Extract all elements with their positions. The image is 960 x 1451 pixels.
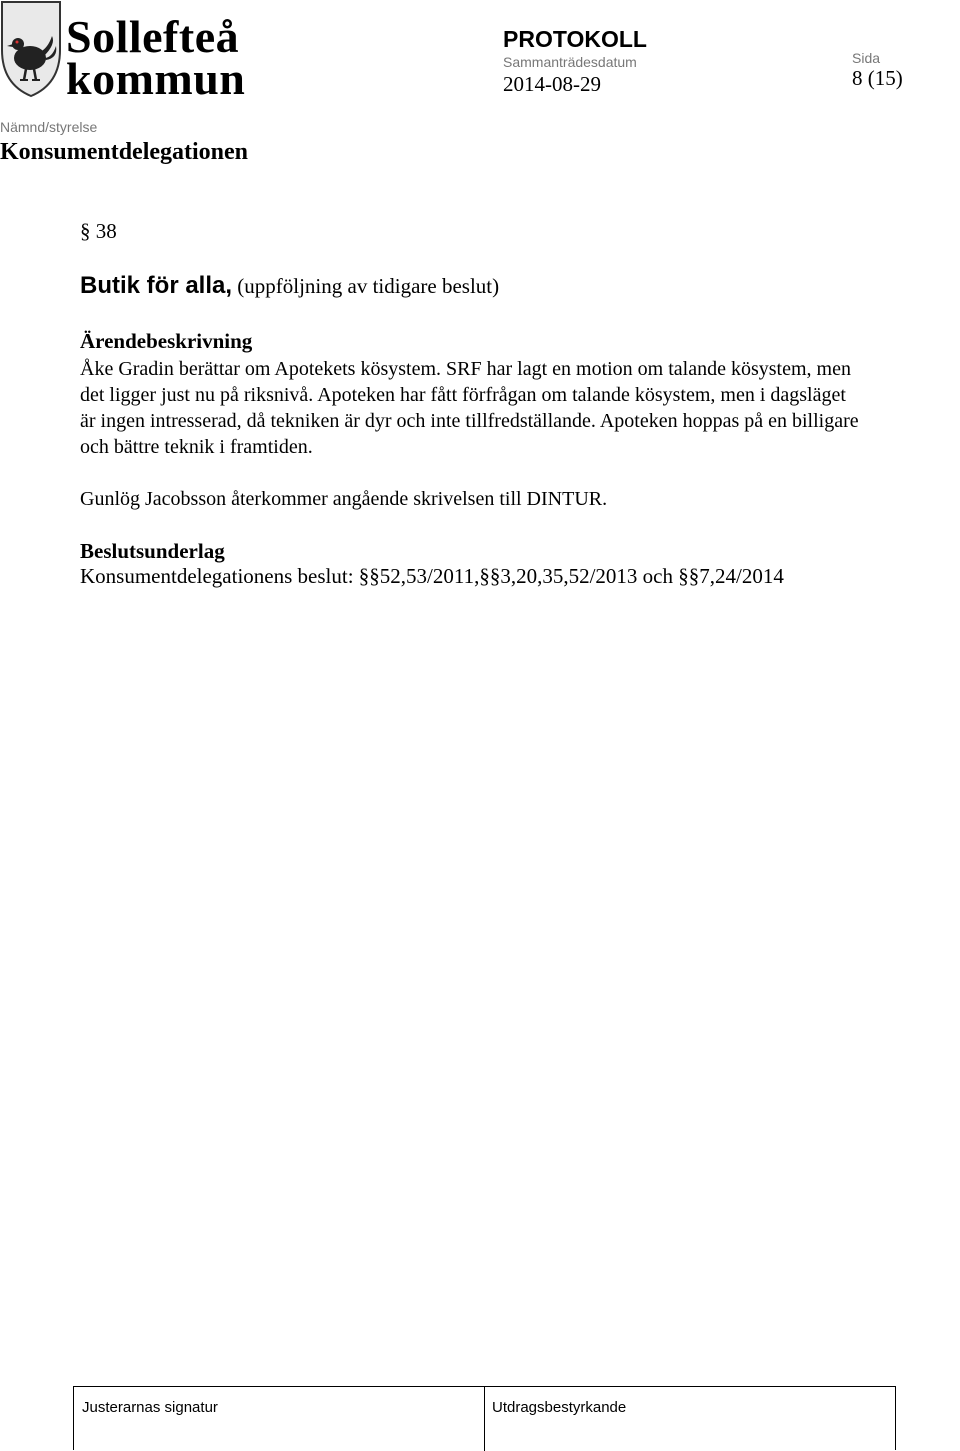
case-title-main: Butik för alla, (80, 272, 233, 299)
page-label: Sida (852, 50, 881, 66)
description-line: är ingen intresserad, då tekniken är dyr och inte tillfredställande. Apoteken hoppas på en billigare (80, 410, 859, 432)
signature-label: Justerarnas signatur (82, 1399, 218, 1416)
case-title-subtitle: (uppföljning av tidigare beslut) (232, 274, 500, 298)
description-line: Åke Gradin berättar om Apotekets kösystem. SRF har lagt en motion om talande kösystem, men (80, 358, 851, 380)
extract-certification-label: Utdragsbestyrkande (492, 1399, 627, 1416)
description-line: Gunlög Jacobsson återkommer angående skrivelsen till DINTUR. (80, 488, 608, 510)
paragraph-reference: § 38 (80, 219, 117, 243)
signature-footer (73, 1386, 896, 1450)
decision-basis-heading: Beslutsunderlag (80, 539, 225, 563)
brand-name-line2: kommun (66, 53, 246, 104)
footer-divider (484, 1387, 485, 1451)
page-number: 8 (15) (852, 66, 903, 90)
meeting-date: 2014-08-29 (503, 72, 601, 96)
description-line: det ligger just nu på riksnivå. Apoteken har fått förfrågan om talande kösystem, men i dagsläget (80, 384, 846, 406)
brand-name-line1: Sollefteå (66, 11, 240, 62)
description-line: och bättre teknik i framtiden. (80, 436, 313, 458)
board-label: Nämnd/styrelse (0, 119, 98, 135)
decision-basis-text: Konsumentdelegationens beslut: §§52,53/2011,§§3,20,35,52/2013 och §§7,24/2014 (80, 564, 784, 588)
case-title (80, 274, 499, 298)
document-type: PROTOKOLL (503, 26, 647, 52)
municipality-crest-logo (0, 0, 62, 98)
meeting-date-label: Sammanträdesdatum (503, 54, 637, 70)
board-name: Konsumentdelegationen (0, 139, 249, 165)
case-description-heading: Ärendebeskrivning (80, 329, 253, 353)
